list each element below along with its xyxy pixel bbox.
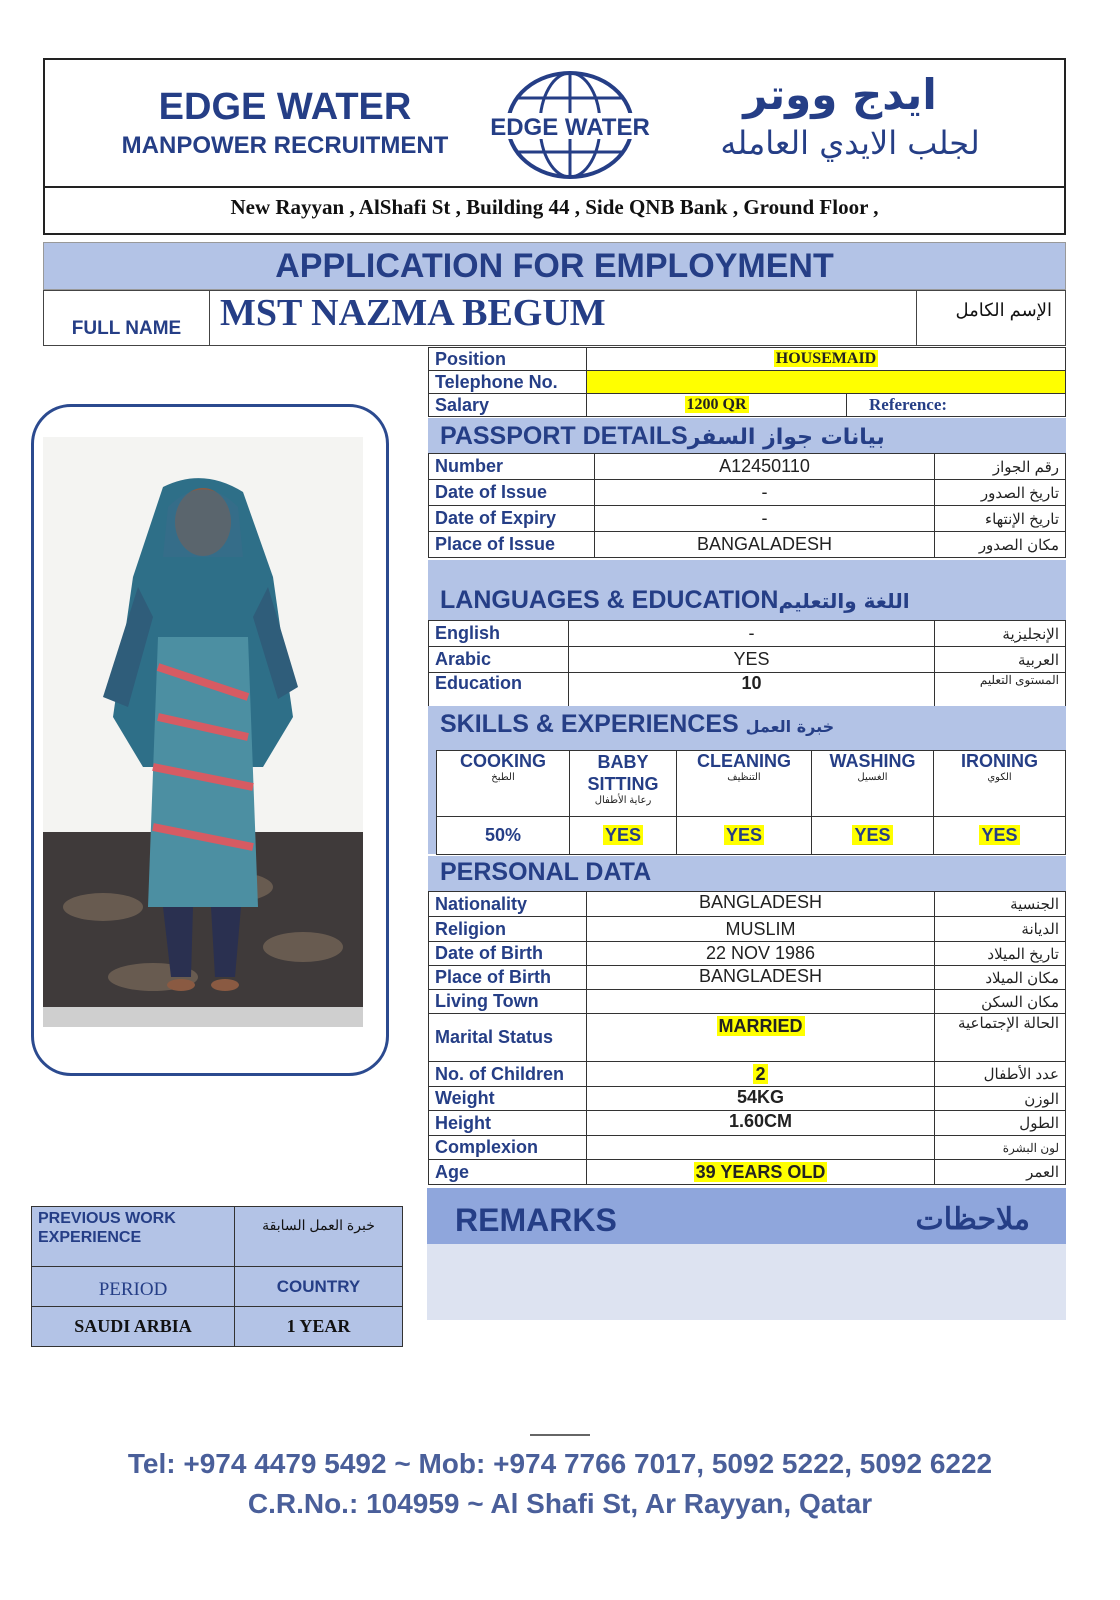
previous-work-heading: PREVIOUS WORK EXPERIENCE [32,1207,235,1267]
address-bar [43,187,1066,235]
company-name-en [100,86,470,129]
personal-label-ar: الديانة [935,917,1066,942]
full-name-divider-right [916,290,917,346]
position-value: HOUSEMAID [775,350,877,367]
personal-value: 1.60CM [587,1111,935,1136]
salary-row [429,394,1066,417]
personal-value: MUSLIM [587,917,935,942]
previous-work-table [31,1206,403,1347]
full-name-value: MST NAZMA BEGUM [220,292,606,334]
remarks-label: REMARKS [455,1202,617,1238]
personal-value: BANGLADESH [587,892,935,917]
full-name-label: FULL NAME [71,318,182,339]
personal-value-cell [587,1062,935,1087]
language-label: Arabic [429,647,569,673]
passport-label-ar: تاريخ الصدور [935,480,1066,506]
position-value-cell [587,348,1066,371]
person-photo-icon [43,437,363,1027]
previous-work-value-row [32,1307,403,1347]
skill-value-cell [934,817,1066,855]
personal-value [587,1136,935,1160]
skill-label-ar: الطبخ [491,772,515,783]
personal-value [587,990,935,1014]
passport-label-ar: تاريخ الإنتهاء [935,506,1066,532]
skill-label: IRONING [960,751,1038,771]
full-name-label-ar: الإسم الكامل [955,300,1052,320]
skill-label: CLEANING [697,751,791,771]
job-table [428,347,1066,417]
language-label-ar: العربية [935,647,1066,673]
personal-row [429,1062,1066,1087]
skills-header-row [437,751,1066,817]
personal-label: Marital Status [429,1014,587,1062]
position-label: Position [429,348,587,371]
languages-table [428,620,1066,707]
skill-header [934,751,1066,817]
company-subtitle-en: MANPOWER RECRUITMENT [121,132,449,159]
skills-heading-ar: خبرة العمل [745,717,835,736]
personal-row [429,1014,1066,1062]
personal-row [429,917,1066,942]
footer-address: C.R.No.: 104959 ~ Al Shafi St, Ar Rayyan, Qatar [247,1488,873,1519]
passport-row [429,532,1066,558]
passport-label: Place of Issue [429,532,595,558]
languages-heading-ar: اللغة والتعليم [778,589,910,613]
skill-header [677,751,812,817]
education-label: Education [429,673,569,707]
personal-label-ar: الوزن [935,1087,1066,1111]
passport-label: Number [429,454,595,480]
personal-heading: PERSONAL DATA [440,858,652,886]
skill-header [812,751,934,817]
language-row [429,647,1066,673]
applicant-photo [43,437,363,1027]
personal-label-ar: الطول [935,1111,1066,1136]
passport-value: - [595,506,935,532]
personal-value: BANGLADESH [587,966,935,990]
footer-contact: Tel: +974 4479 5492 ~ Mob: +974 7766 7017, 5092 5222, 5092 6222 [127,1448,993,1479]
personal-value: 39 YEARS OLD [695,1161,826,1182]
passport-heading-ar: بيانات جواز السفر [687,425,885,450]
personal-label: Weight [429,1087,587,1111]
personal-label-ar: العمر [935,1160,1066,1185]
remarks-label-ar: ملاحظات [915,1203,1030,1236]
skill-value: YES [981,825,1018,845]
education-value: 10 [569,673,935,707]
skill-value-cell [812,817,934,855]
personal-label-ar: الحالة الإجتماعية [935,1014,1066,1062]
passport-row [429,454,1066,480]
passport-value: A12450110 [595,454,935,480]
company-subtitle-ar: لجلب الايدي العامله [720,124,980,162]
personal-row [429,966,1066,990]
language-label-ar: الإنجليزية [935,621,1066,647]
skill-header [437,751,570,817]
skills-table [436,750,1066,855]
passport-row [429,480,1066,506]
language-label: English [429,621,569,647]
footer-divider [530,1434,590,1436]
skill-label: COOKING [459,751,546,771]
telephone-label: Telephone No. [429,371,587,394]
passport-label-ar: مكان الصدور [935,532,1066,558]
skill-label: WASHING [829,751,916,771]
personal-table [428,891,1066,1185]
personal-value: 22 NOV 1986 [587,942,935,966]
salary-value-cell [587,394,847,417]
passport-label: Date of Expiry [429,506,595,532]
skill-value: 50% [437,817,570,855]
skills-value-row [437,817,1066,855]
skill-label-ar: الكوي [987,772,1012,783]
full-name-divider-left [209,290,210,346]
passport-table [428,453,1066,558]
personal-label-ar: مكان الميلاد [935,966,1066,990]
personal-value: 2 [755,1063,766,1084]
skill-label-ar: التنظيف [727,772,761,783]
passport-heading [428,422,1066,451]
previous-work-heading-ar: خبرة العمل السابقة [235,1207,403,1267]
personal-label: Living Town [429,990,587,1014]
personal-label: No. of Children [429,1062,587,1087]
personal-label: Nationality [429,892,587,917]
skill-label-ar: رعاية الأطفال [594,795,652,806]
personal-value-cell [587,1014,935,1062]
skill-header [570,751,677,817]
skill-value-cell [570,817,677,855]
passport-value: BANGALADESH [595,532,935,558]
languages-heading [428,586,1066,615]
previous-work-columns-row [32,1267,403,1307]
personal-label: Height [429,1111,587,1136]
personal-value: MARRIED [718,1016,803,1036]
skill-value: YES [604,825,642,845]
personal-value-cell [587,1160,935,1185]
personal-row [429,1160,1066,1185]
skills-heading-en: SKILLS & EXPERIENCES [440,710,739,738]
personal-row [429,892,1066,917]
skill-label: BABY SITTING [587,752,659,794]
passport-value: - [595,480,935,506]
skill-value: YES [854,825,891,845]
passport-label-ar: رقم الجواز [935,454,1066,480]
personal-row [429,990,1066,1014]
telephone-row [429,371,1066,394]
reference-label: Reference: [847,394,1066,417]
language-value: YES [569,647,935,673]
personal-label: Age [429,1160,587,1185]
skill-label-ar: الغسيل [857,772,888,783]
language-row [429,621,1066,647]
address-text: New Rayyan , AlShafi St , Building 44 , Side QNB Bank , Ground Floor , [230,195,879,219]
salary-label: Salary [429,394,587,417]
personal-row [429,1087,1066,1111]
personal-label: Place of Birth [429,966,587,990]
personal-label-ar: مكان السكن [935,990,1066,1014]
passport-row [429,506,1066,532]
previous-period-value: 1 YEAR [235,1307,403,1347]
company-name-line1: EDGE WATER [158,86,412,128]
education-label-ar: المستوى التعليم [935,673,1066,707]
previous-work-header-row [32,1207,403,1267]
company-name-ar: ايدج ووتر [743,70,937,119]
skill-value: YES [725,825,763,845]
personal-label: Religion [429,917,587,942]
personal-label-ar: تاريخ الميلاد [935,942,1066,966]
telephone-value [587,371,1066,394]
period-column-header: PERIOD [32,1267,235,1307]
skills-heading [428,710,1066,739]
personal-row [429,1111,1066,1136]
personal-label-ar: لون البشرة [935,1136,1066,1160]
country-column-header: COUNTRY [235,1267,403,1307]
personal-label: Date of Birth [429,942,587,966]
skill-value-cell [677,817,812,855]
previous-country-value: SAUDI ARBIA [32,1307,235,1347]
personal-row [429,942,1066,966]
languages-heading-en: LANGUAGES & EDUCATION [440,586,779,614]
personal-value: 54KG [587,1087,935,1111]
salary-value: 1200 QR [686,396,747,413]
position-row [429,348,1066,371]
personal-label: Complexion [429,1136,587,1160]
personal-label-ar: الجنسية [935,892,1066,917]
passport-heading-en: PASSPORT DETAILS [440,422,688,450]
personal-row [429,1136,1066,1160]
education-row [429,673,1066,707]
personal-label-ar: عدد الأطفال [935,1062,1066,1087]
logo-text: EDGE WATER [490,114,650,141]
passport-label: Date of Issue [429,480,595,506]
language-value: - [569,621,935,647]
page-title: APPLICATION FOR EMPLOYMENT [43,242,1066,290]
